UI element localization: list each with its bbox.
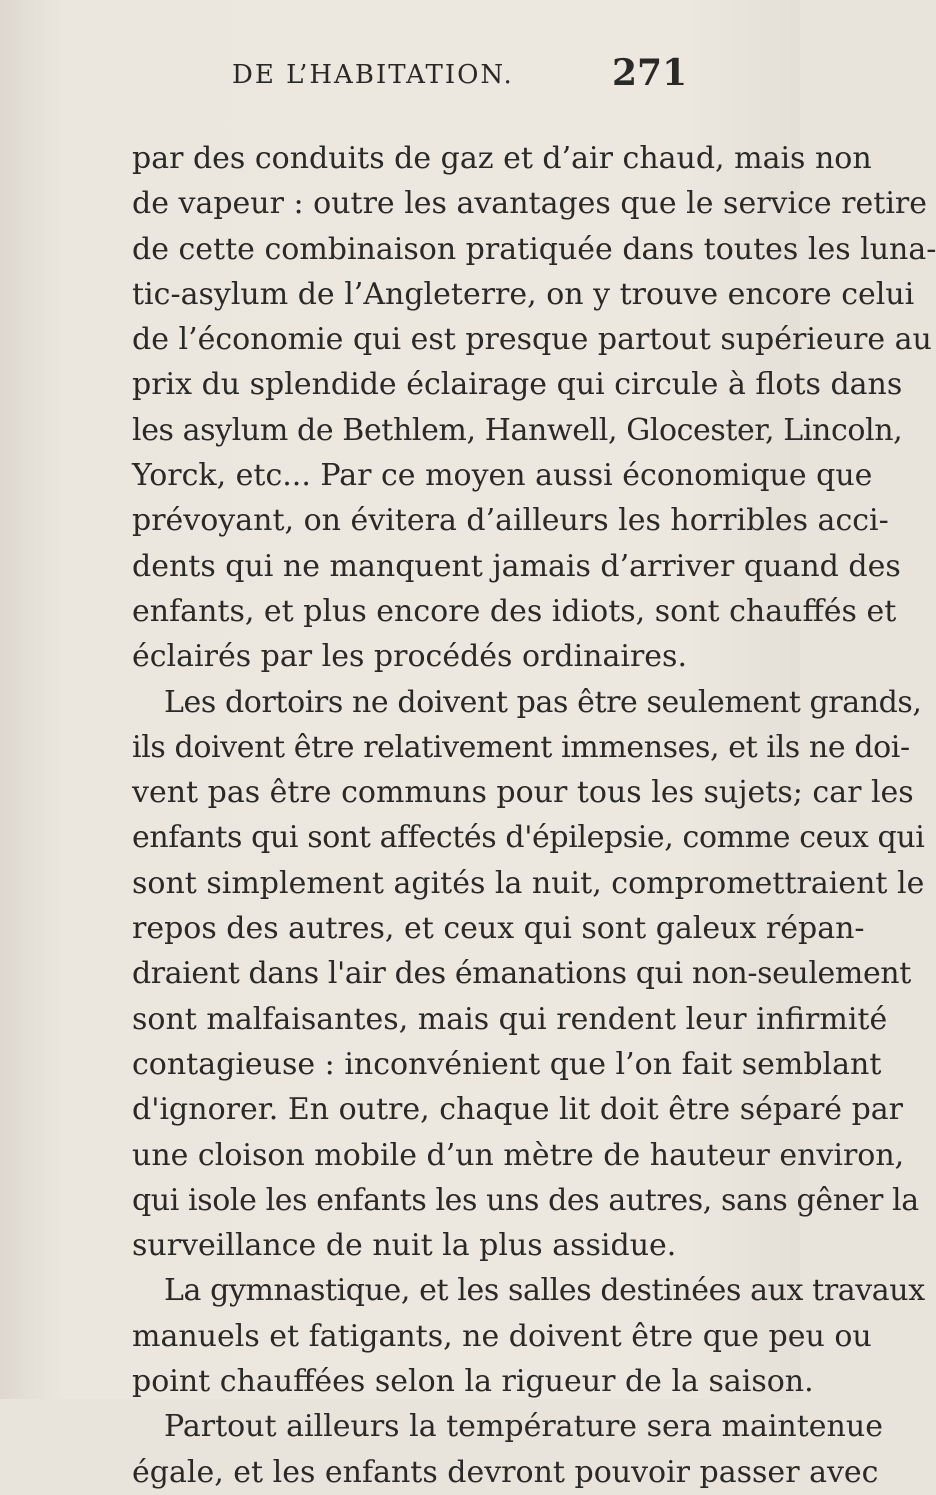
paragraph-start-line: Les dortoirs ne doivent pas être seulement grands, xyxy=(164,684,922,720)
text-line: qui isole les enfants les uns des autres, sans gêner la xyxy=(132,1182,919,1218)
text-line: prix du splendide éclairage qui circule à flots dans xyxy=(132,367,903,403)
paragraph-end-line: point chauffées selon la rigueur de la saison. xyxy=(132,1364,814,1400)
text-line: repos des autres, et ceux qui sont galeux répan- xyxy=(132,911,865,947)
text-line: enfants, et plus encore des idiots, sont chauffés et xyxy=(132,593,897,629)
page-number: 271 xyxy=(612,52,688,94)
body-text xyxy=(132,136,936,1495)
text-line: sont simplement agités la nuit, compromettraient le xyxy=(132,865,925,901)
text-line: enfants qui sont affectés d'épilepsie, comme ceux qui xyxy=(132,820,925,856)
text-line: contagieuse : inconvénient que l’on fait semblant xyxy=(132,1046,882,1082)
text-line: ils doivent être relativement immenses, et ils ne doi- xyxy=(132,729,910,765)
paragraph-start-line: Partout ailleurs la température sera maintenue xyxy=(164,1409,883,1445)
text-line: tic-asylum de l’Angleterre, on y trouve encore celui xyxy=(132,276,915,312)
text-line: de vapeur : outre les avantages que le service retire xyxy=(132,186,928,222)
text-line: de cette combinaison pratiquée dans toutes les luna- xyxy=(132,231,936,267)
text-line: draient dans l'air des émanations qui non-seulement xyxy=(132,956,911,992)
text-line: par des conduits de gaz et d’air chaud, mais non xyxy=(132,141,872,176)
text-line: une cloison mobile d’un mètre de hauteur environ, xyxy=(132,1137,905,1173)
paragraph-end-line: éclairés par les procédés ordinaires. xyxy=(132,639,687,675)
paragraph-start-line: La gymnastique, et les salles destinées aux travaux xyxy=(164,1273,925,1309)
text-line: égale, et les enfants devront pouvoir passer avec xyxy=(132,1454,879,1490)
paragraph-end-line: surveillance de nuit la plus assidue. xyxy=(132,1228,677,1264)
text-line: d'ignorer. En outre, chaque lit doit être séparé par xyxy=(132,1092,904,1128)
running-head: DE L’HABITATION. xyxy=(232,60,514,90)
text-line: Yorck, etc... Par ce moyen aussi économique que xyxy=(132,458,873,494)
text-line: de l’économie qui est presque partout supérieure au xyxy=(132,322,932,358)
text-line: manuels et fatigants, ne doivent être que peu ou xyxy=(132,1318,872,1354)
text-line: sont malfaisantes, mais qui rendent leur infirmité xyxy=(132,1001,888,1037)
text-line: les asylum de Bethlem, Hanwell, Glocester, Lincoln, xyxy=(132,412,903,448)
text-line: vent pas être communs pour tous les sujets; car les xyxy=(132,775,914,811)
text-line: prévoyant, on évitera d’ailleurs les horribles acci- xyxy=(132,503,889,539)
text-line: dents qui ne manquent jamais d’arriver quand des xyxy=(132,548,901,584)
